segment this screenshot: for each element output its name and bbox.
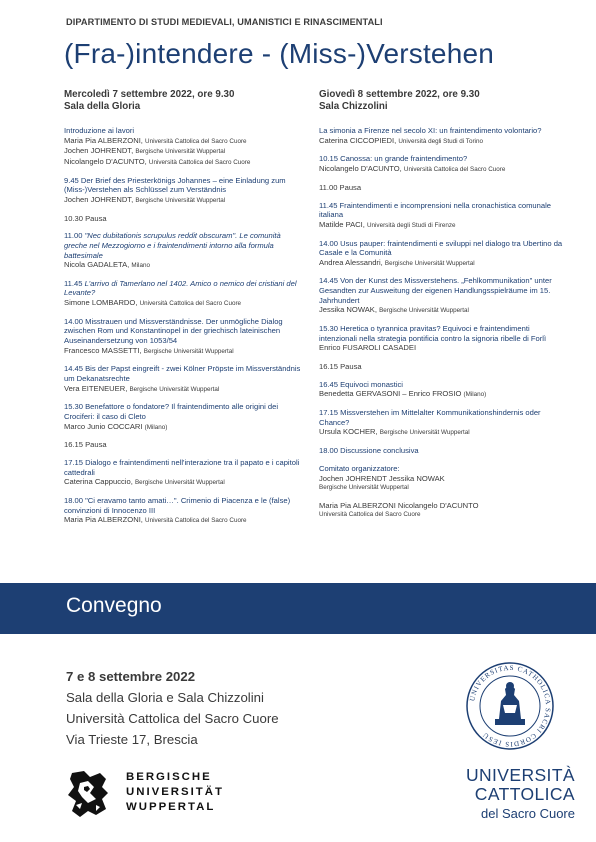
- talk-title: [64, 317, 304, 346]
- speaker-name: Enrico FUSAROLI CASADEI: [319, 343, 417, 353]
- svg-text:UNIVERSITAS CATHOLICA SACRI CO: UNIVERSITAS CATHOLICA SACRI CORDIS IESU: [468, 663, 553, 749]
- program-item: [64, 279, 304, 309]
- talk-title-text: 17.15 Missverstehen im Mittelalter Kommunikationshindernis oder Chance?: [319, 408, 541, 427]
- program-item: [64, 364, 304, 394]
- talk-title: [319, 126, 569, 136]
- event-info: [66, 666, 279, 750]
- speaker-name: Caterina Cappuccio,: [64, 477, 133, 487]
- talk-title-text: 15.30 Benefattore o fondatore? Il fraintendimento alle origini dei Crociferi: il caso di Cleto: [64, 402, 279, 421]
- speaker-affiliation: Bergische Universität Wuppertal: [379, 429, 470, 437]
- program-item: [64, 176, 304, 206]
- speaker-name: Benedetta GERVASONI – Enrico FROSIO: [319, 389, 462, 399]
- speaker: [319, 343, 569, 354]
- day2-place: Sala Chizzolini: [319, 100, 388, 112]
- speaker-affiliation: Bergische Universität Wuppertal: [135, 148, 226, 156]
- speaker-name: Maria Pia ALBERZONI,: [64, 515, 143, 525]
- speaker-name: Jessika NOWAK,: [319, 305, 377, 315]
- speaker-affiliation: Università Cattolica del Sacro Cuore: [139, 300, 242, 308]
- speaker-name: Matilde PACI,: [319, 219, 365, 229]
- talk-title: [64, 126, 304, 136]
- program-item: [64, 231, 304, 270]
- speaker-affiliation: Università degli Studi di Torino: [398, 137, 483, 145]
- speaker-name: Simone LOMBARDO,: [64, 298, 138, 308]
- speaker-affiliation: Bergische Universität Wuppertal: [143, 347, 234, 355]
- speaker-affiliation: Bergische Universität Wuppertal: [384, 259, 475, 267]
- talk-title: [319, 276, 569, 305]
- program-item: [319, 126, 569, 146]
- talk-title: [64, 402, 304, 421]
- cattolica-logo-text: [420, 766, 575, 823]
- speaker: [64, 260, 304, 271]
- speaker-affiliation: Università Cattolica del Sacro Cuore: [145, 137, 247, 145]
- page-title: (Fra-)intendere - (Miss-)Verstehen: [64, 38, 495, 69]
- speaker: [319, 389, 569, 400]
- talk-title: [319, 408, 569, 427]
- program-item: [319, 201, 569, 231]
- cattolica-seal-icon: [465, 661, 555, 751]
- speaker-name: Andrea Alessandri,: [319, 257, 383, 267]
- speaker-name: Ursula KOCHER,: [319, 427, 378, 437]
- talk-title: [64, 231, 304, 260]
- day1-items: [64, 126, 304, 526]
- speaker-affiliation: Bergische Universität Wuppertal: [134, 479, 225, 487]
- talk-title: [64, 279, 304, 298]
- day2-items: [319, 126, 569, 456]
- speaker: [64, 346, 304, 357]
- convegno-label: Convegno: [66, 594, 162, 617]
- speaker-affiliation: Bergische Universität Wuppertal: [129, 385, 220, 393]
- event-university: Università Cattolica del Sacro Cuore: [66, 711, 279, 726]
- event-dates: 7 e 8 settembre 2022: [66, 669, 196, 684]
- talk-title: [319, 201, 569, 220]
- speaker: [64, 298, 304, 309]
- speaker-affiliation: (Milano): [144, 423, 168, 431]
- talk-time: 11.45: [64, 278, 83, 288]
- program-item: [319, 239, 569, 269]
- speaker-name: Jochen JOHRENDT,: [64, 194, 134, 204]
- program-item: [64, 317, 304, 356]
- talk-title-text: Introduzione ai lavori: [64, 126, 135, 135]
- bu-line1: BERGISCHE: [126, 771, 212, 783]
- speaker-name: Nicolangelo D'ACUNTO,: [64, 156, 147, 166]
- organizing-committee: [319, 464, 569, 520]
- event-rooms: Sala della Gloria e Sala Chizzolini: [66, 690, 264, 705]
- speaker-affiliation: Università Cattolica del Sacro Cuore: [145, 517, 247, 525]
- day1-heading: [64, 89, 304, 112]
- program-item: [64, 496, 304, 526]
- talk-title-text: 14.00 Misstrauen und Missverständnisse. Der unmögliche Dialog zwischen Rom und Konstantinopel in der griechisch lateinischen Auseinandersetzung von 1053/54: [64, 316, 283, 346]
- talk-title-text: 10.15 Canossa: un grande fraintendimento?: [319, 154, 468, 164]
- speaker-name: Maria Pia ALBERZONI,: [64, 135, 143, 145]
- speaker: [64, 422, 304, 433]
- committee-aff1: Bergische Universität Wuppertal: [319, 484, 409, 492]
- bu-line2: UNIVERSITÄT: [126, 785, 224, 798]
- speaker-name: Nicolangelo D'ACUNTO,: [319, 163, 402, 173]
- program-item: [319, 380, 569, 400]
- pause-label: 16.15 Pausa: [319, 362, 362, 371]
- talk-title-text: "Nec dubitationis scrupulus reddit obscuram". Le comunità greche nel Mezzogiorno e i fraintendimenti intorno alla formula battesimale: [64, 231, 281, 260]
- uc-line3: del Sacro Cuore: [481, 806, 575, 821]
- speaker: [319, 427, 569, 438]
- talk-title-text: 15.30 Heretica o tyrannica pravitas? Equivoci e fraintendimenti intenzionali nella strategia pontificia contro la signoria ribelle di Forlì: [319, 324, 547, 343]
- talk-title-text: 14.45 Von der Kunst des Missverstehens. „Fehlkommunikation" unter Gesandten zur Ausweitung der eigenen Handlungsspielräume im 15. Jahrhundert: [319, 276, 552, 305]
- day1-date: Mercoledì 7 settembre 2022, ore 9.30: [64, 89, 235, 100]
- uc-line2: CATTOLICA: [474, 784, 575, 804]
- committee-label: Comitato organizzatore:: [319, 463, 400, 473]
- bergische-lion-logo-icon: [66, 769, 110, 819]
- pause-label: 16.15 Pausa: [64, 440, 107, 450]
- talk-title: [319, 380, 569, 390]
- speaker: [319, 220, 569, 231]
- talk-title: [64, 364, 304, 383]
- talk-title: [64, 458, 304, 477]
- speaker: [319, 136, 569, 147]
- uc-line1: UNIVERSITÀ: [465, 765, 575, 785]
- program-item: [319, 324, 569, 354]
- pause-label: 11.00 Pausa: [319, 182, 362, 192]
- bergische-logo-text: [126, 770, 224, 814]
- speaker-name: Vera EITENEUER,: [64, 383, 128, 393]
- speaker-affiliation: Bergische Universität Wuppertal: [135, 196, 226, 204]
- program-day2: [319, 89, 569, 528]
- program-day1: [64, 89, 304, 534]
- program-pause: [319, 183, 569, 193]
- speaker-affiliation: Università Cattolica del Sacro Cuore: [403, 165, 506, 173]
- speaker: [64, 136, 304, 147]
- committee-line1: Jochen JOHRENDT Jessika NOWAK: [319, 473, 445, 483]
- program-item: [64, 126, 304, 167]
- talk-title-text: 16.45 Equivoci monastici: [319, 379, 403, 389]
- talk-title-text: 14.00 Usus pauper: fraintendimenti e sviluppi nel dialogo tra Ubertino da Casale e la Comunità: [319, 238, 563, 258]
- program-item: [319, 276, 569, 315]
- committee-aff2: Università Cattolica del Sacro Cuore: [319, 511, 421, 519]
- speaker-affiliation: Università Cattolica del Sacro Cuore: [148, 158, 251, 166]
- speaker-affiliation: Milano: [131, 262, 150, 270]
- speaker: [64, 384, 304, 395]
- talk-title-text: 18.00 "Ci eravamo tanto amati…". Crimenio di Piacenza e le (false) convinzioni di Innocenzo III: [64, 496, 291, 515]
- talk-title: [319, 154, 569, 164]
- speaker-name: Francesco MASSETTI,: [64, 345, 142, 355]
- talk-title: [64, 496, 304, 515]
- talk-title: [64, 176, 304, 195]
- speaker-affiliation: Università degli Studi di Firenze: [366, 221, 456, 229]
- program-item: [319, 446, 569, 456]
- speaker-affiliation: Bergische Universität Wuppertal: [379, 307, 469, 315]
- committee-line2: Maria Pia ALBERZONI Nicolangelo D'ACUNTO: [319, 500, 479, 510]
- speaker: [319, 258, 569, 269]
- speaker: [64, 515, 304, 526]
- talk-title: [319, 324, 569, 343]
- speaker-name: Nicola GADALETA,: [64, 260, 130, 270]
- speaker-affiliation: (Milano): [463, 391, 487, 399]
- talk-title: [319, 446, 569, 456]
- day1-place: Sala della Gloria: [64, 100, 141, 112]
- program-item: [64, 402, 304, 432]
- talk-title-text: 18.00 Discussione conclusiva: [319, 446, 419, 456]
- talk-title: [319, 239, 569, 258]
- talk-title-text: La simonia a Firenze nel secolo XI: un fraintendimento volontario?: [319, 126, 542, 135]
- speaker: [64, 477, 304, 488]
- program-item: [319, 408, 569, 438]
- talk-title-text: 17.15 Dialogo e fraintendimenti nell'interazione tra il papato e i capitoli cattedrali: [64, 458, 300, 477]
- speaker: [64, 195, 304, 206]
- talk-title-text: 9.45 Der Brief des Priesterkönigs Johannes – eine Einladung zum (Miss-)Verstehen als Schlüssel zum Verständnis: [64, 175, 286, 195]
- day2-heading: [319, 89, 569, 112]
- talk-title-text: L'arrivo di Tamerlano nel 1402. Amico o nemico dei cristiani del Levante?: [64, 278, 297, 298]
- speaker: [64, 146, 304, 157]
- talk-title-text: 11.45 Fraintendimenti e incomprensioni nella cronachistica comunale italiana: [319, 200, 552, 220]
- program-item: [64, 458, 304, 488]
- program-pause: [64, 440, 304, 450]
- program-item: [319, 154, 569, 174]
- speaker: [319, 164, 569, 175]
- speaker: [64, 157, 304, 168]
- speaker-name: Caterina CICCOPIEDI,: [319, 135, 397, 145]
- speaker: [319, 305, 569, 316]
- program-pause: [64, 214, 304, 224]
- event-address: Via Trieste 17, Brescia: [66, 732, 198, 747]
- speaker-name: Marco Junio COCCARI: [64, 421, 143, 431]
- department-heading: DIPARTIMENTO DI STUDI MEDIEVALI, UMANISTICI E RINASCIMENTALI: [66, 17, 383, 27]
- bu-line3: WUPPERTAL: [126, 800, 216, 813]
- program-pause: [319, 362, 569, 372]
- talk-title-text: 14.45 Bis der Papst eingreift - zwei Kölner Pröpste im Missverständnis um Dekanatsrechte: [64, 364, 301, 383]
- talk-time: 11.00: [64, 231, 83, 241]
- day2-date: Giovedì 8 settembre 2022, ore 9.30: [319, 89, 480, 100]
- speaker-name: Jochen JOHRENDT,: [64, 146, 134, 156]
- pause-label: 10.30 Pausa: [64, 213, 107, 223]
